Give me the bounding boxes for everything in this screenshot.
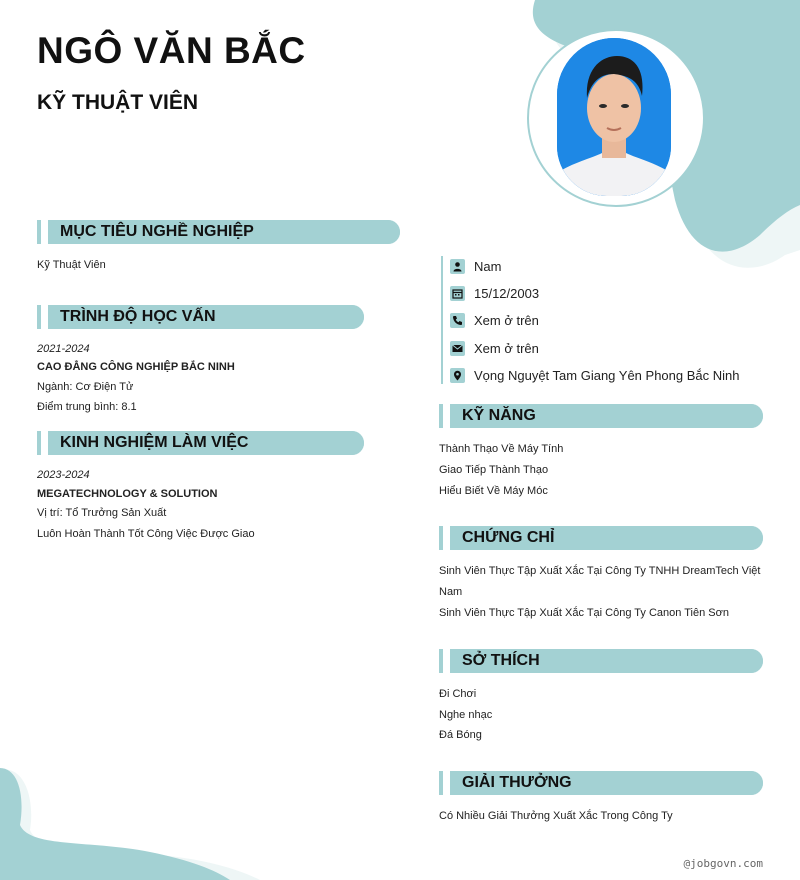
experience-period: 2023-2024 [37, 469, 90, 481]
award-item: Có Nhiều Giải Thưởng Xuất Xắc Trong Công Ty [439, 810, 673, 822]
contact-address [450, 367, 739, 383]
contact-gender [450, 258, 501, 274]
location-pin-icon [450, 368, 465, 383]
skill-item: Thành Thạo Về Máy Tính [439, 443, 564, 455]
experience-title: KINH NGHIỆM LÀM VIỆC [48, 431, 364, 455]
objective-title: MỤC TIÊU NGHỀ NGHIỆP [48, 220, 400, 244]
bottom-left-decoration [0, 760, 300, 880]
portrait-image [557, 38, 671, 196]
awards-title: GIẢI THƯỞNG [450, 771, 763, 795]
mail-icon [450, 341, 465, 356]
objective-header [37, 220, 400, 244]
person-icon [450, 259, 465, 274]
skill-item: Giao Tiếp Thành Thạo [439, 464, 549, 476]
address-value: Vọng Nguyệt Tam Giang Yên Phong Bắc Ninh [474, 367, 740, 383]
education-header [37, 305, 364, 329]
education-school: CAO ĐẲNG CÔNG NGHIỆP BẮC NINH [37, 361, 235, 373]
calendar-icon [450, 286, 465, 301]
education-gpa: Điểm trung bình: 8.1 [37, 401, 137, 413]
certificates-header [439, 526, 763, 550]
candidate-name: NGÔ VĂN BẮC [37, 30, 306, 71]
contact-birthday [450, 285, 539, 301]
avatar [557, 38, 671, 196]
contact-divider [441, 256, 443, 384]
skill-item: Hiểu Biết Về Máy Móc [439, 485, 548, 497]
certificates-title: CHỨNG CHỈ [450, 526, 763, 550]
skills-title: KỸ NĂNG [450, 404, 763, 428]
experience-description: Luôn Hoàn Thành Tốt Công Việc Được Giao [37, 528, 255, 540]
hobby-item: Đá Bóng [439, 729, 482, 741]
awards-header [439, 771, 763, 795]
certificate-item: Sinh Viên Thực Tập Xuất Xắc Tại Công Ty Canon Tiên Sơn [439, 607, 729, 619]
experience-position: Vị trí: Tổ Trưởng Sản Xuất [37, 507, 167, 519]
gender-value: Nam [474, 258, 502, 274]
education-period: 2021-2024 [37, 343, 90, 355]
phone-icon [450, 313, 465, 328]
phone-value: Xem ở trên [474, 312, 539, 328]
experience-header [37, 431, 364, 455]
skills-header [439, 404, 763, 428]
email-value: Xem ở trên [474, 340, 539, 356]
hobbies-header [439, 649, 763, 673]
experience-company: MEGATECHNOLOGY & SOLUTION [37, 488, 218, 500]
objective-text: Kỹ Thuật Viên [37, 259, 106, 271]
education-title: TRÌNH ĐỘ HỌC VẤN [48, 305, 364, 329]
hobby-item: Đi Chơi [439, 688, 477, 700]
watermark: @jobgovn.com [683, 857, 763, 870]
contact-email [450, 340, 539, 356]
birthday-value: 15/12/2003 [474, 285, 540, 301]
education-major: Ngành: Cơ Điện Tử [37, 381, 134, 393]
contact-phone [450, 312, 539, 328]
hobby-item: Nghe nhạc [439, 709, 493, 721]
job-title: KỸ THUẬT VIÊN [37, 91, 199, 114]
hobbies-title: SỞ THÍCH [450, 649, 763, 673]
certificate-item: Sinh Viên Thực Tập Xuất Xắc Tại Công Ty TNHH DreamTech Việt [439, 565, 761, 577]
certificate-item: Nam [439, 586, 463, 598]
